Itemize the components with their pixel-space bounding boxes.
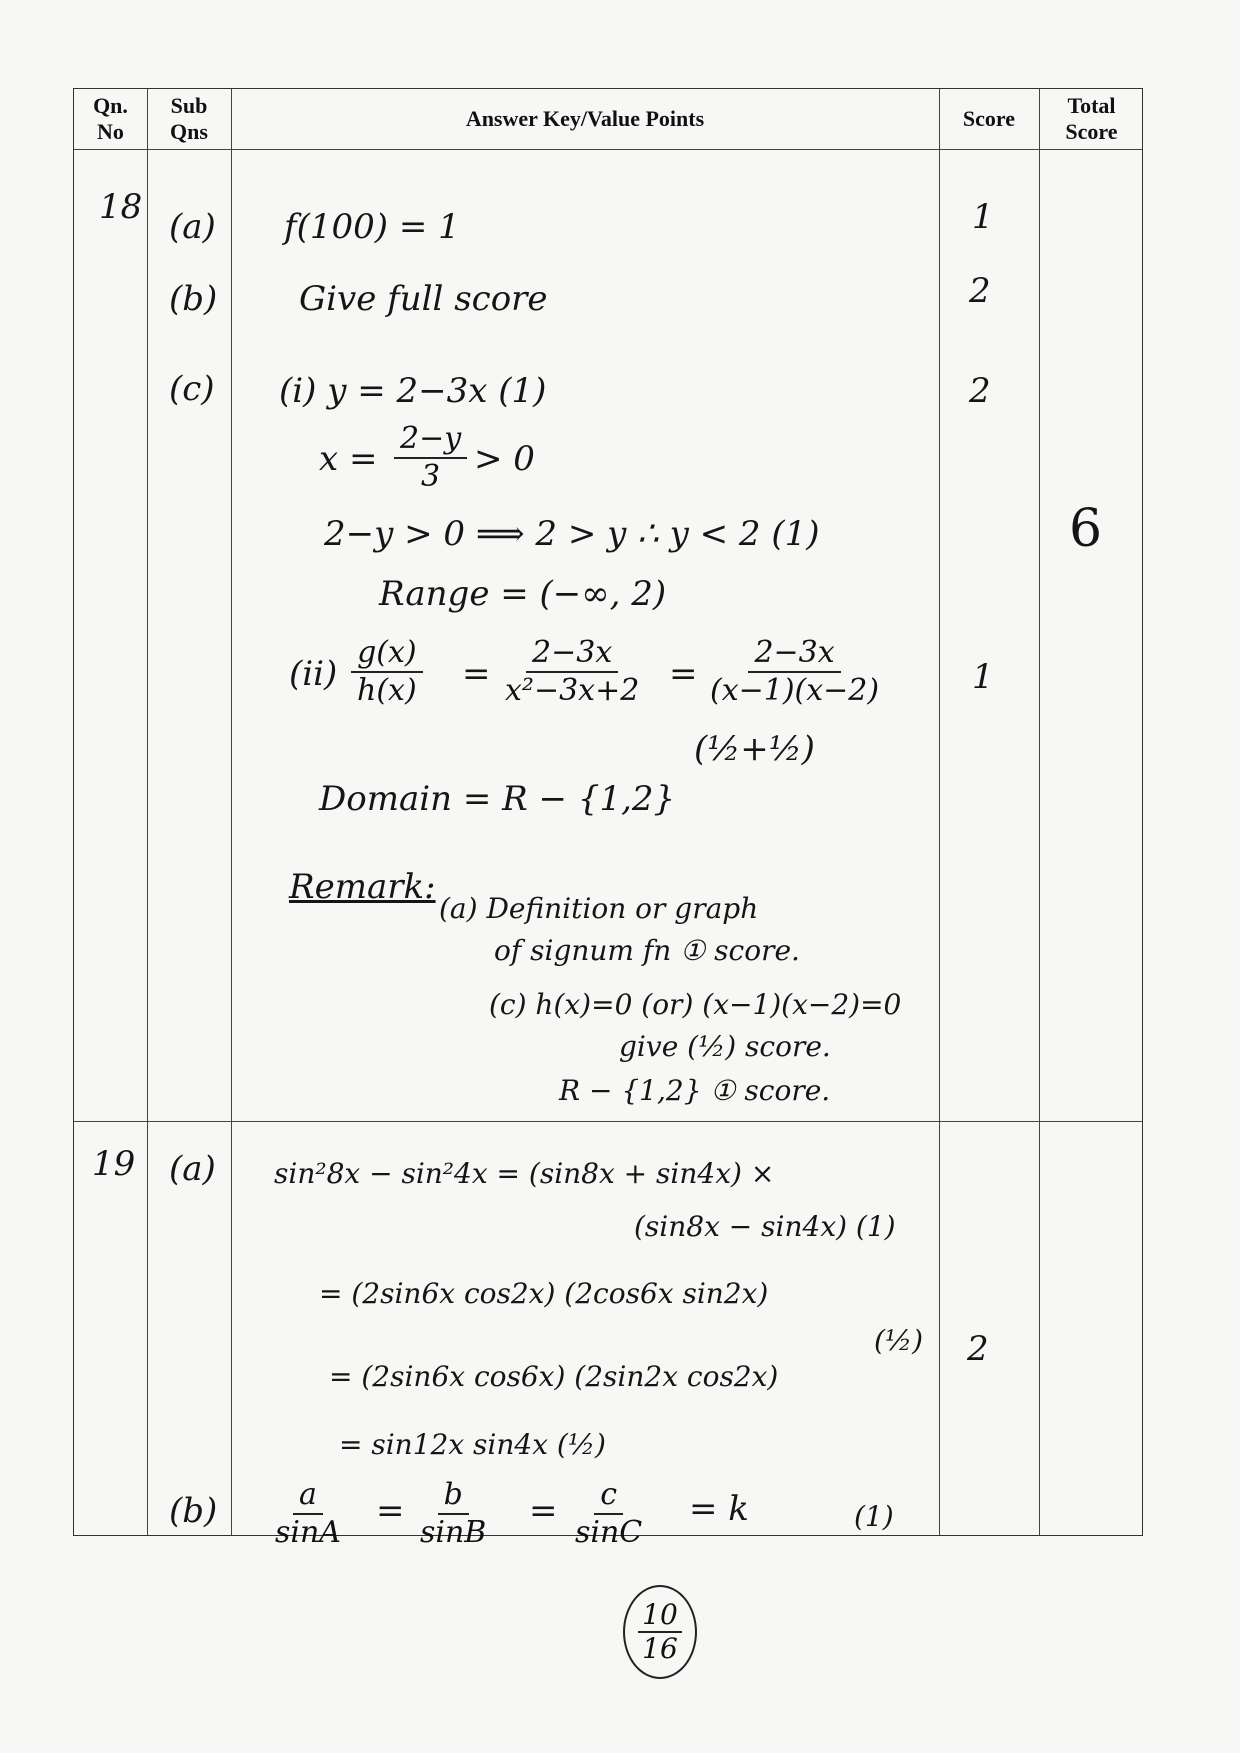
- fraction-c-over-sinC: $\frac{c}{\sin C}$: [575, 1477, 643, 1550]
- score-18c-ii: 1: [972, 657, 994, 697]
- answer-19b-mark: (1): [854, 1500, 894, 1533]
- sub-label-a: (a): [169, 1149, 216, 1189]
- column-divider: [939, 89, 940, 1535]
- fraction-2-minus-y-over-3: $\frac{2-y}{3}$: [394, 421, 467, 495]
- answer-19a-line1: sin²8x − sin²4x = (sin8x + sin4x) ×: [274, 1157, 775, 1190]
- equals-sign: =: [669, 654, 698, 694]
- column-divider: [231, 89, 232, 1535]
- answer-key-table: [73, 88, 1143, 1550]
- remark-c-line1: (c) h(x)=0 (or) (x−1)(x−2)=0: [489, 988, 902, 1021]
- remark-a-line2: of signum fn ① score.: [494, 934, 800, 967]
- answer-19a-line2: (sin8x − sin4x) (1): [634, 1210, 896, 1243]
- header-answer-key: Answer Key/Value Points: [465, 106, 705, 131]
- header-total-score: Total Score: [1065, 93, 1118, 144]
- answer-18c-ii-marks: (½+½): [694, 729, 815, 769]
- equals-sign: =: [529, 1491, 558, 1531]
- header-qn-no: Qn. No: [93, 93, 128, 144]
- answer-18c-ii-label: (ii): [289, 654, 338, 694]
- question-number-19: 19: [92, 1144, 136, 1184]
- equals-sign: =: [462, 654, 491, 694]
- answer-19a-mark: (½): [874, 1324, 923, 1357]
- score-19a: 2: [967, 1329, 989, 1369]
- sub-label-b: (b): [169, 279, 218, 319]
- column-divider: [1039, 89, 1040, 1535]
- answer-18c-ii-domain: Domain = R − {1,2}: [319, 779, 676, 819]
- remark-c-line2: give (½) score.: [619, 1030, 831, 1063]
- answer-18c-i: (i) y = 2−3x (1): [279, 371, 547, 411]
- sub-label-c: (c): [169, 369, 215, 409]
- score-18c-i: 2: [969, 371, 991, 411]
- sub-label-b: (b): [169, 1491, 218, 1531]
- fraction-2-3x-over-quadratic: $\frac{2-3x}{\text{x²−3x+2}}$: [505, 635, 640, 708]
- fraction-2-3x-over-factored: $\frac{2-3x}{(x-1)(x-2)}$: [710, 635, 880, 708]
- fraction-b-over-sinB: $\frac{b}{\sin B}$: [420, 1477, 487, 1550]
- header-sub-qns: Sub Qns: [170, 93, 208, 144]
- answer-18c-inequality: 2−y > 0 ⟹ 2 > y ∴ y < 2 (1): [324, 514, 820, 554]
- column-divider: [147, 89, 148, 1535]
- score-18a: 1: [972, 197, 994, 237]
- answer-18b: Give full score: [299, 279, 548, 319]
- row-divider: [74, 1121, 1142, 1122]
- answer-18a: f(100) = 1: [284, 207, 460, 247]
- total-score-18: 6: [1069, 499, 1103, 559]
- answer-18c-x-suffix: > 0: [474, 439, 535, 479]
- score-18b: 2: [969, 271, 991, 311]
- remark-c-line3: R − {1,2} ① score.: [559, 1074, 831, 1107]
- header-divider: [74, 149, 1142, 150]
- question-number-18: 18: [99, 187, 143, 227]
- fraction-a-over-sinA: $\frac{a}{\sin A}$: [275, 1477, 341, 1550]
- equals-sign: =: [376, 1491, 405, 1531]
- answer-18c-range: Range = (−∞, 2): [379, 574, 667, 614]
- answer-19a-line5: = sin12x sin4x (½): [339, 1428, 606, 1461]
- equals-k: = k: [689, 1489, 749, 1529]
- fraction-g-over-h: $\frac{g(x)}{h(x)}$: [351, 635, 423, 709]
- remark-a-line1: (a) Definition or graph: [439, 892, 759, 925]
- answer-18c-x-prefix: x =: [319, 439, 378, 479]
- page-count-badge: 10 16: [623, 1585, 697, 1679]
- answer-19a-line3: = (2sin6x cos2x) (2cos6x sin2x): [319, 1277, 769, 1310]
- remark-label: Remark:: [289, 867, 436, 907]
- answer-19a-line4: = (2sin6x cos6x) (2sin2x cos2x): [329, 1360, 779, 1393]
- header-score: Score: [962, 106, 1016, 131]
- sub-label-a: (a): [169, 207, 216, 247]
